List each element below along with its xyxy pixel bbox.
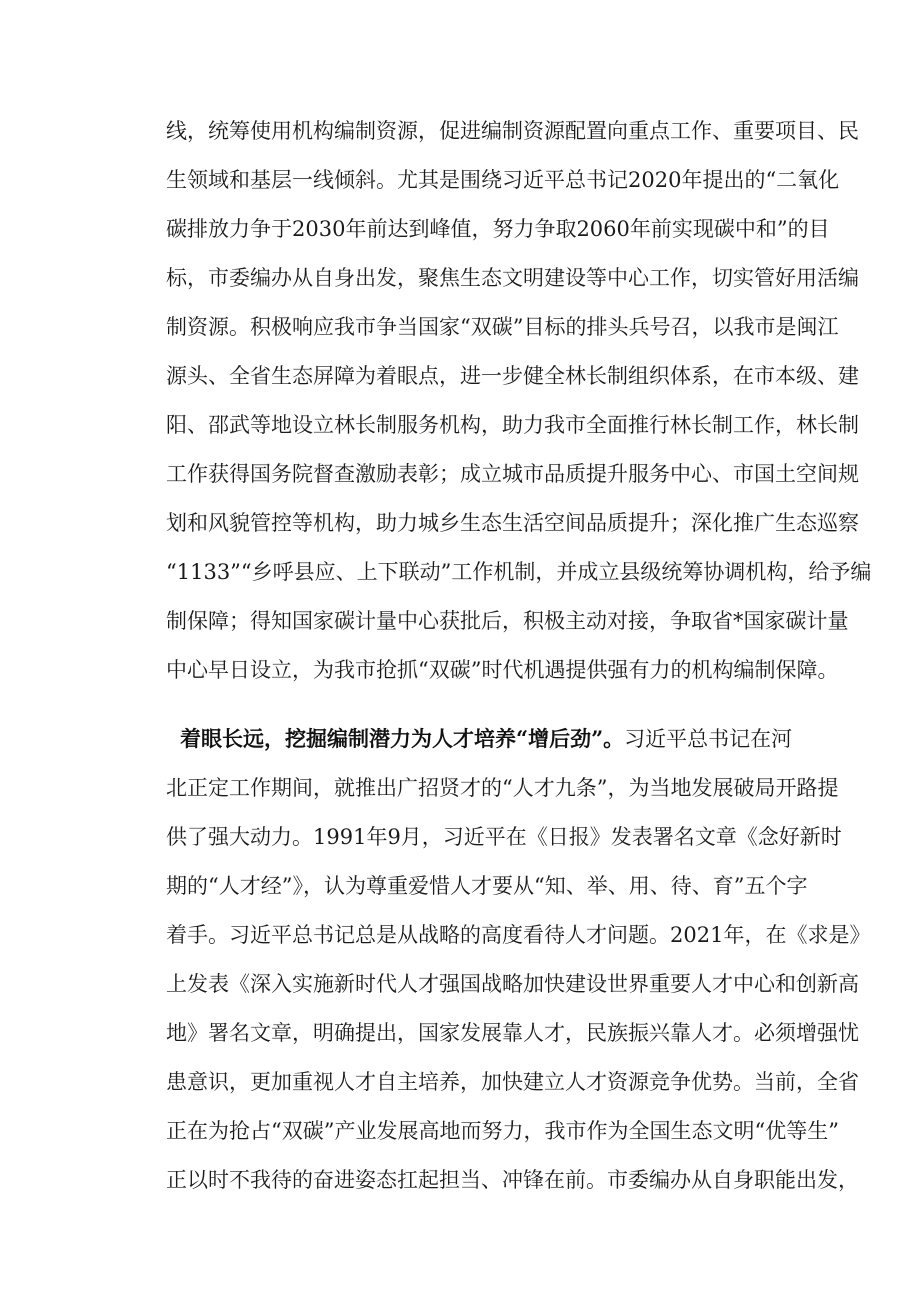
text-span: 习近平总书记在河 — [624, 727, 793, 751]
text-line: 阳、邵武等地设立林长制服务机构，助力我市全面推行林长制工作，林长制 — [166, 413, 859, 437]
text-line: “1133”“乡呼县应、上下联动”工作机制，并成立县级统筹协调机构，给予编 — [166, 560, 872, 584]
text-line: 患意识，更加重视人才自主培养，加快建立人才资源竞争优势。当前，全省 — [166, 1070, 859, 1094]
text-line: 线，统筹使用机构编制资源，促进编制资源配置向重点工作、重要项目、民 — [166, 119, 859, 143]
paragraph-lead-line — [180, 720, 793, 758]
section-heading: 着眼长远，挖掘编制潜力为人才培养“增后劲”。 — [180, 726, 625, 751]
text-line: 生领域和基层一线倾斜。尤其是围绕习近平总书记2020年提出的“二氧化 — [166, 168, 840, 192]
text-line: 上发表《深入实施新时代人才强国战略加快建设世界重要人才中心和创新高 — [166, 972, 859, 996]
text-line: 着手。习近平总书记总是从战略的高度看待人才问题。2021年，在《求是》 — [166, 923, 871, 947]
text-line: 正以时不我待的奋进姿态扛起担当、冲锋在前。市委编办从自身职能出发， — [166, 1168, 859, 1192]
text-line: 制保障；得知国家碳计量中心获批后，积极主动对接，争取省*国家碳计量 — [166, 609, 849, 633]
text-line: 中心早日设立，为我市抢抓“双碳”时代机遇提供强有力的机构编制保障。 — [166, 658, 839, 682]
text-line: 源头、全省生态屏障为着眼点，进一步健全林长制组织体系，在市本级、建 — [166, 364, 859, 388]
text-line: 制资源。积极响应我市争当国家“双碳”目标的排头兵号召，以我市是闽江 — [166, 315, 839, 339]
text-line: 正在为抢占“双碳”产业发展高地而努力，我市作为全国生态文明“优等生” — [166, 1119, 839, 1143]
text-line: 划和风貌管控等机构，助力城乡生态生活空间品质提升；深化推广生态巡察 — [166, 511, 859, 535]
text-line: 碳排放力争于2030年前达到峰值，努力争取2060年前实现碳中和”的目 — [166, 217, 830, 241]
text-line: 期的“人才经”》，认为尊重爱惜人才要从“知、举、用、待、育”五个字 — [166, 874, 808, 898]
text-line: 地》署名文章，明确提出，国家发展靠人才，民族振兴靠人才。必须增强忧 — [166, 1021, 859, 1045]
text-line: 标，市委编办从自身出发，聚焦生态文明建设等中心工作，切实管好用活编 — [166, 266, 859, 290]
text-line: 供了强大动力。1991年9月，习近平在《日报》发表署名文章《念好新时 — [166, 825, 842, 849]
text-line: 工作获得国务院督查激励表彰；成立城市品质提升服务中心、市国土空间规 — [166, 462, 859, 486]
text-line: 北正定工作期间，就推出广招贤才的“人才九条”，为当地发展破局开路提 — [166, 776, 839, 800]
